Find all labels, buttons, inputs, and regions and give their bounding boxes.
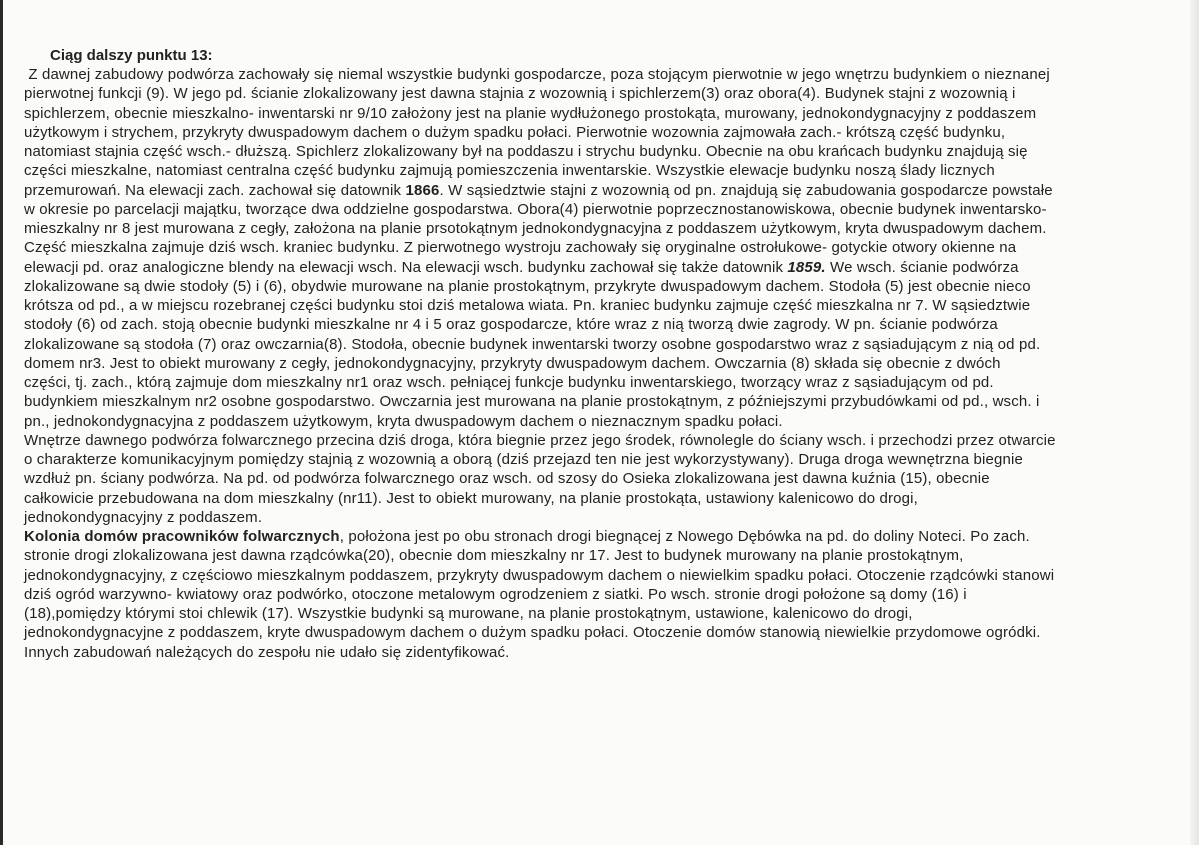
date-marker-1866: 1866 <box>405 181 440 199</box>
text-line: wzdłuż pn. ściany podwórza. Na pd. od podwórza folwarcznego oraz wsch. od szosy do Osieka zlokalizowana jest dawna kuźnia (15), obecnie <box>24 470 990 488</box>
text-line: o charakterze komunikacyjnym pomiędzy stajnią z wozownią a oborą (dziś przejazd ten nie jest wykorzystywany). Druga droga wewnętrzna biegnie <box>24 451 1023 469</box>
text-line: użytkowym i strychem, przykryty dwuspadowym dachem o dużym spadku połaci. Pierwotnie wozownia zajmowała zach.- krótszą część budynku, <box>24 123 1006 141</box>
text-line: jednokondygnacyjny, z częściowo mieszkalnym poddaszem, przykryty dwuspadowym dachem o niewielkim spadku połaci. Otoczenie rządcówki stanowi <box>24 566 1055 584</box>
text-line: natomiast stajnia część wsch.- dłuższą. Spichlerz zlokalizowany był na poddaszu i strychu budynku. Obecnie na obu krańcach budynku znajdują się <box>24 143 1028 161</box>
text-line: stronie drogi zlokalizowana jest dawna rządcówka(20), obecnie dom mieszkalny nr 17. Jest to budynek murowany na planie prostokątnym, <box>24 547 964 565</box>
text-segment: elewacji pd. oraz analogiczne blendy na elewacji wsch. Na elewacji wsch. budynku zachował się także datownik <box>24 258 788 276</box>
text-line: domem nr3. Jest to obiekt murowany z cegły, jednokondygnacyjny, przykryty dwuspadowym dachem. Owczarnia (8) składa się obecnie z dwóch <box>24 354 1001 372</box>
scan-edge-right <box>1190 0 1199 845</box>
text-line <box>24 527 1184 546</box>
text-line: jednokondygnacyjne z poddaszem, kryte dwuspadowym dachem o dużym spadku połaci. Otoczenie domów stanowią niewielkie przydomowe ogródki. <box>24 624 1041 642</box>
text-line <box>24 181 1184 200</box>
text-line: Z dawnej zabudowy podwórza zachowały się niemal wszystkie budynki gospodarcze, poza stojącym pierwotnie w jego wnętrzu budynkiem o nieznanej <box>24 66 1050 84</box>
text-line: budynkiem mieszkalnym nr2 osobne gospodarstwo. Owczarnia jest murowana na planie prostokątnym, z późniejszymi przybudówkami od pd., wsch. i <box>24 393 1040 411</box>
text-line <box>24 258 1184 277</box>
text-line: części mieszkalne, natomiast centralna część budynku zajmują pomieszczenia inwentarskie. Wszystkie elewacje budynku noszą ślady licznych <box>24 162 995 180</box>
text-segment: , położona jest po obu stronach drogi biegnącej z Nowego Dębówka na pd. do doliny Noteci. Po zach. <box>339 528 1030 546</box>
document-body <box>24 46 1184 662</box>
text-line: dziś ogród warzywno- kwiatowy oraz podwórko, otoczone metalowym ogrodzeniem z siatki. Po wsch. stronie drogi położone są domy (16) i <box>24 585 967 603</box>
text-line: mieszkalny nr 8 jest murowana z cegły, założona na planie prsotokątnym jednokondygnacyjna z poddaszem użytkowym, kryta dwuspadowym dachem. <box>24 220 1047 238</box>
text-line: Część mieszkalna zajmuje dziś wsch. kraniec budynku. Z pierwotnego wystroju zachowały się oryginalne ostrołukowe- gotyckie otwory okienne na <box>24 239 1017 257</box>
date-marker-1859: 1859. <box>787 258 826 276</box>
text-line: krótsza od pd., a w miejscu rozebranej części budynku stoi dziś metalowa wiata. Pn. kraniec budynku zajmuje część mieszkalna nr 7. W sąsiedztwie <box>24 297 1031 315</box>
text-segment: przemurowań. Na elewacji zach. zachował się datownik <box>24 181 406 199</box>
text-line: (18),pomiędzy którymi stoi chlewik (17). Wszystkie budynki są murowane, na planie prostokątnym, ustawione, kalenicowo do drogi, <box>24 605 913 623</box>
text-line: zlokalizowane są stodoła (7) oraz owczarnia(8). Stodoła, obecnie budynek inwentarski tworzy osobne gospodarstwo wraz z sąsiadującym z nią od pd. <box>24 335 1041 353</box>
text-line: pn., jednokondygnacyjna z poddaszem użytkowym, kryta dwuspadowym dachem o nieznacznym spadku połaci. <box>24 412 783 430</box>
section-heading: Ciąg dalszy punktu 13: <box>50 47 213 64</box>
text-segment: We wsch. ścianie podwórza <box>825 258 1019 276</box>
text-line: spichlerzem, obecnie mieszkalno- inwentarski nr 9/10 założony jest na planie wydłużonego prostokąta, murowany, jednokondygnacyjny z poddaszem <box>24 104 1037 122</box>
text-line: części, tj. zach., którą zajmuje dom mieszkalny nr1 oraz wsch. pełniącej funkcje budynku inwentarskiego, tworzący wraz z sąsiadującym od pd. <box>24 374 994 392</box>
text-line: jednokondygnacyjny z poddaszem. <box>24 508 263 526</box>
text-line: zlokalizowane są dwie stodoły (5) i (6), obydwie murowane na planie prostokątnym, przykryte dwuspadowym dachem. Stodoła (5) jest obecnie nieco <box>24 277 1031 295</box>
text-line: stodoły (6) od zach. stoją obecnie budynki mieszkalne nr 4 i 5 oraz gospodarcze, które wraz z nią tworzą dwie zagrody. W pn. ścianie podwórza <box>24 316 998 334</box>
scan-edge-left <box>0 0 3 845</box>
text-line: całkowicie przebudowana na dom mieszkalny (nr11). Jest to obiekt murowany, na planie prostokąta, ustawiony kalenicowo do drogi, <box>24 489 918 507</box>
text-line: w okresie po parcelacji majątku, tworzące dwa oddzielne gospodarstwa. Obora(4) pierwotnie poprzecznostanowiskowa, obecnie budynek inwentarsko- <box>24 200 1047 218</box>
subsection-title: Kolonia domów pracowników folwarcznych <box>24 528 340 546</box>
text-line: Innych zabudowań należących do zespołu nie udało się zidentyfikować. <box>24 643 510 661</box>
text-segment: . W sąsiedztwie stajni z wozownią od pn. znajdują się zabudowania gospodarcze powstałe <box>439 181 1053 199</box>
text-line: Wnętrze dawnego podwórza folwarcznego przecina dziś droga, która biegnie przez jego środek, równolegle do ściany wsch. i przechodzi przez otwarcie <box>24 431 1056 449</box>
text-line: pierwotnej funkcji (9). W jego pd. ścianie zlokalizowany jest dawna stajnia z wozownią i spichlerzem(3) oraz obora(4). Budynek stajni z wozownią i <box>24 85 1016 103</box>
